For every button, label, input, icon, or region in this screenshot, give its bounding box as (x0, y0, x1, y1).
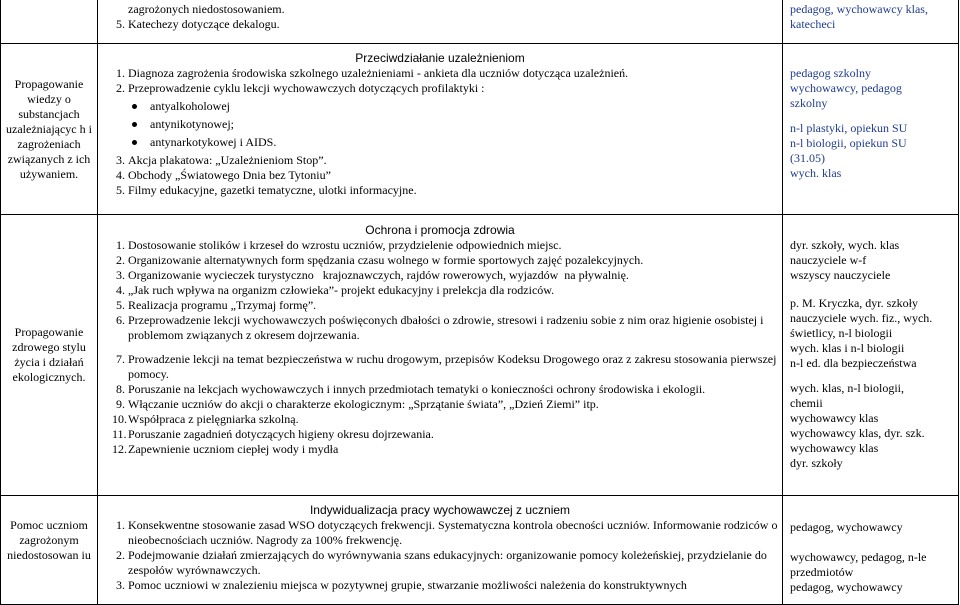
goal-cell (1, 44, 98, 214)
goal-cell (1, 215, 98, 495)
task-text: Przeprowadzenie cyklu lekcji wychowawczych dotyczących profilaktyki : (128, 81, 485, 95)
table-row-continuation (0, 0, 959, 44)
task-text: Pomoc uczniowi w znalezieniu miejsca w pozytywnej grupie, stwarzanie możliwości należenia do konstruktywnych (128, 578, 687, 592)
task-text: Organizowanie alternatywnych form spędzania czasu wolnego w formie sportowych zajęć pozalekcyjnych. (128, 253, 644, 267)
task-text: zagrożonych niedostosowaniem. (128, 2, 285, 16)
task-text: Diagnoza zagrożenia środowiska szkolnego uzależnieniami - ankieta dla uczniów dotycząca uzależnień. (128, 66, 629, 80)
table-row-health-promotion (0, 214, 959, 496)
task-text: Włączanie uczniów do akcji o charakterze ekologicznym: „Sprzątanie świata”, „Dzień Ziemi” itp. (128, 397, 599, 411)
goal-cell (1, 0, 98, 43)
tasks-cell: zagrożonych niedostosowaniem. 5. Katechezy dotyczące dekalogu. (98, 0, 783, 43)
responsible-cell: pedagog szkolny wychowawcy, pedagog szkolny n-l plastyki, opiekun SU n-l biologii, opiekun SU (31.05) wych. klas (790, 66, 908, 180)
responsible-cell: pedagog, wychowawcy wychowawcy, pedagog, n-le przedmiotów pedagog, wychowawcy (790, 520, 927, 594)
task-text: Dostosowanie stolików i krzeseł do wzrostu uczniów, przydzielenie odpowiednich miejsc. (128, 238, 562, 252)
task-text: Realizacja programu „Trzymaj formę”. (128, 298, 317, 312)
task-text: Akcja plakatowa: „Uzależnieniom Stop”. (128, 153, 327, 167)
goal-cell (1, 496, 98, 604)
task-text: Filmy edukacyjne, gazetki tematyczne, ulotki informacyjne. (128, 183, 417, 197)
tasks-cell: Ochrona i promocja zdrowia 1. Dostosowanie stolików i krzeseł do wzrostu uczniów, przydzielenie odpowiednich miejsc. 2. Organizowanie alternatywnych form spędzania czasu wolnego w formie sportowych zajęć pozalekcyjnych. 3. Organizowanie wycieczek turystyczno krajoznawczych, rajdów rowerowych, wyjazdów na pływalnię. 4. „Jak ruch wpływa na organizm człowieka”- projekt edukacyjny i prelekcja dla rodziców. 5. Realizacja programu „Trzymaj formę”. 6. Przeprowadzenie lekcji wychowawczych poświęconych dbałości o zdrowie, stresowi i radzeniu sobie z nim oraz higienie osobistej i problemom związanych z okresem dojrzewania. 7. Prowadzenie lekcji na temat bezpieczeństwa w ruchu drogowym, przepisów Kodeksu Drogowego oraz z zakresu stosowania pierwszej pomocy. 8. Poruszanie na lekcjach wychowawczych i innych przedmiotach tematyki o konieczności ochrony środowiska i ekologii. 9. Włączanie uczniów do akcji o charakterze ekologicznym: „Sprzątanie świata”, „Dzień Ziemi” itp. 10. Współpraca z pielęgniarka szkolną. 11. Poruszanie zagadnień dotyczących higieny okresu dojrzewania. 12. Zapewnienie uczniom ciepłej wody i mydła (98, 215, 783, 495)
task-text: Zapewnienie uczniom ciepłej wody i mydła (128, 442, 339, 456)
bullet-item: antyalkoholowej (106, 99, 782, 114)
section-heading: Indywidualizacja pracy wychowawczej z uczniem (309, 503, 571, 517)
bullet-item: antynikotynowej; (106, 117, 782, 132)
task-text: Przeprowadzenie lekcji wychowawczych poświęconych dbałości o zdrowie, stresowi i radzeniu sobie z nim oraz higienie osobistej i problemom związanych z okresem dojrzewania. (128, 313, 764, 342)
bullet-item: antynarkotykowej i AIDS. (106, 135, 782, 150)
table-row-addiction-prevention (0, 43, 959, 215)
goal-text: Propagowanie zdrowego stylu życia i działań ekologicznych. (12, 325, 86, 384)
goal-text: Propagowanie wiedzy o substancjach uzależniającyc h i zagrożeniach związanych z ich używaniem. (6, 76, 92, 181)
task-text: Konsekwentne stosowanie zasad WSO dotyczących frekwencji. Systematyczna kontrola obecności uczniów. Informowanie rodziców o nieobecnościach uczniów. Nagrody za 100% frekwencję. (128, 518, 778, 547)
responsible-cell: dyr. szkoły, wych. klas nauczyciele w-f wszyscy nauczyciele p. M. Kryczka, dyr. szkoły nauczyciele wych. fiz., wych. świetlicy, n-l biologii wych. klas i n-l biologii n-l ed. dla bezpieczeństwa wych. klas, n-l biologii, chemii wychowawcy klas wychowawcy klas, dyr. szk. wychowawcy klas dyr. szkoły (790, 238, 933, 470)
table-row-individual-work (0, 495, 959, 605)
task-text: Organizowanie wycieczek turystyczno krajoznawczych, rajdów rowerowych, wyjazdów na pływalnię. (128, 268, 629, 282)
task-text: Poruszanie zagadnień dotyczących higieny okresu dojrzewania. (128, 427, 434, 441)
section-heading: Ochrona i promocja zdrowia (365, 223, 515, 237)
section-heading: Przeciwdziałanie uzależnieniom (355, 51, 525, 65)
goal-text: Pomoc uczniom zagrożonym niedostosowan iu (7, 518, 91, 562)
task-text: Podejmowanie działań zmierzających do wyrównywania szans edukacyjnych: organizowanie pomocy koleżeńskiej, przydzielanie do zespołów wyrównawczych. (128, 548, 767, 577)
task-text: Współpraca z pielęgniarka szkolną. (128, 412, 299, 426)
task-text: Katechezy dotyczące dekalogu. (128, 17, 280, 31)
tasks-cell: Przeciwdziałanie uzależnieniom 1. Diagnoza zagrożenia środowiska szkolnego uzależnieniami - ankieta dla uczniów dotycząca uzależnień. 2. Przeprowadzenie cyklu lekcji wychowawczych dotyczących profilaktyki : antyalkoholowej antynikotynowej; antynarkotykowej i AIDS. 3. Akcja plakatowa: „Uzależnieniom Stop”. 4. Obchody „Światowego Dnia bez Tytoniu” 5. Filmy edukacyjne, gazetki tematyczne, ulotki informacyjne. (98, 44, 783, 214)
task-text: Prowadzenie lekcji na temat bezpieczeństwa w ruchu drogowym, przepisów Kodeksu Drogowego oraz z zakresu stosowania pierwszej pomocy. (128, 352, 777, 381)
responsible-cell: pedagog, wychowawcy klas, katecheci (790, 2, 928, 31)
task-text: Poruszanie na lekcjach wychowawczych i innych przedmiotach tematyki o konieczności ochrony środowiska i ekologii. (128, 382, 706, 396)
tasks-cell: Indywidualizacja pracy wychowawczej z uczniem 1. Konsekwentne stosowanie zasad WSO dotyczących frekwencji. Systematyczna kontrola obecności uczniów. Informowanie rodziców o nieobecnościach uczniów. Nagrody za 100% frekwencję. 2. Podejmowanie działań zmierzających do wyrównywania szans edukacyjnych: organizowanie pomocy koleżeńskiej, przydzielanie do zespołów wyrównawczych. 3. Pomoc uczniowi w znalezieniu miejsca w pozytywnej grupie, stwarzanie możliwości należenia do konstruktywnych (98, 496, 783, 604)
task-text: „Jak ruch wpływa na organizm człowieka”- projekt edukacyjny i prelekcja dla rodziców. (128, 283, 555, 297)
task-text: Obchody „Światowego Dnia bez Tytoniu” (128, 168, 331, 182)
